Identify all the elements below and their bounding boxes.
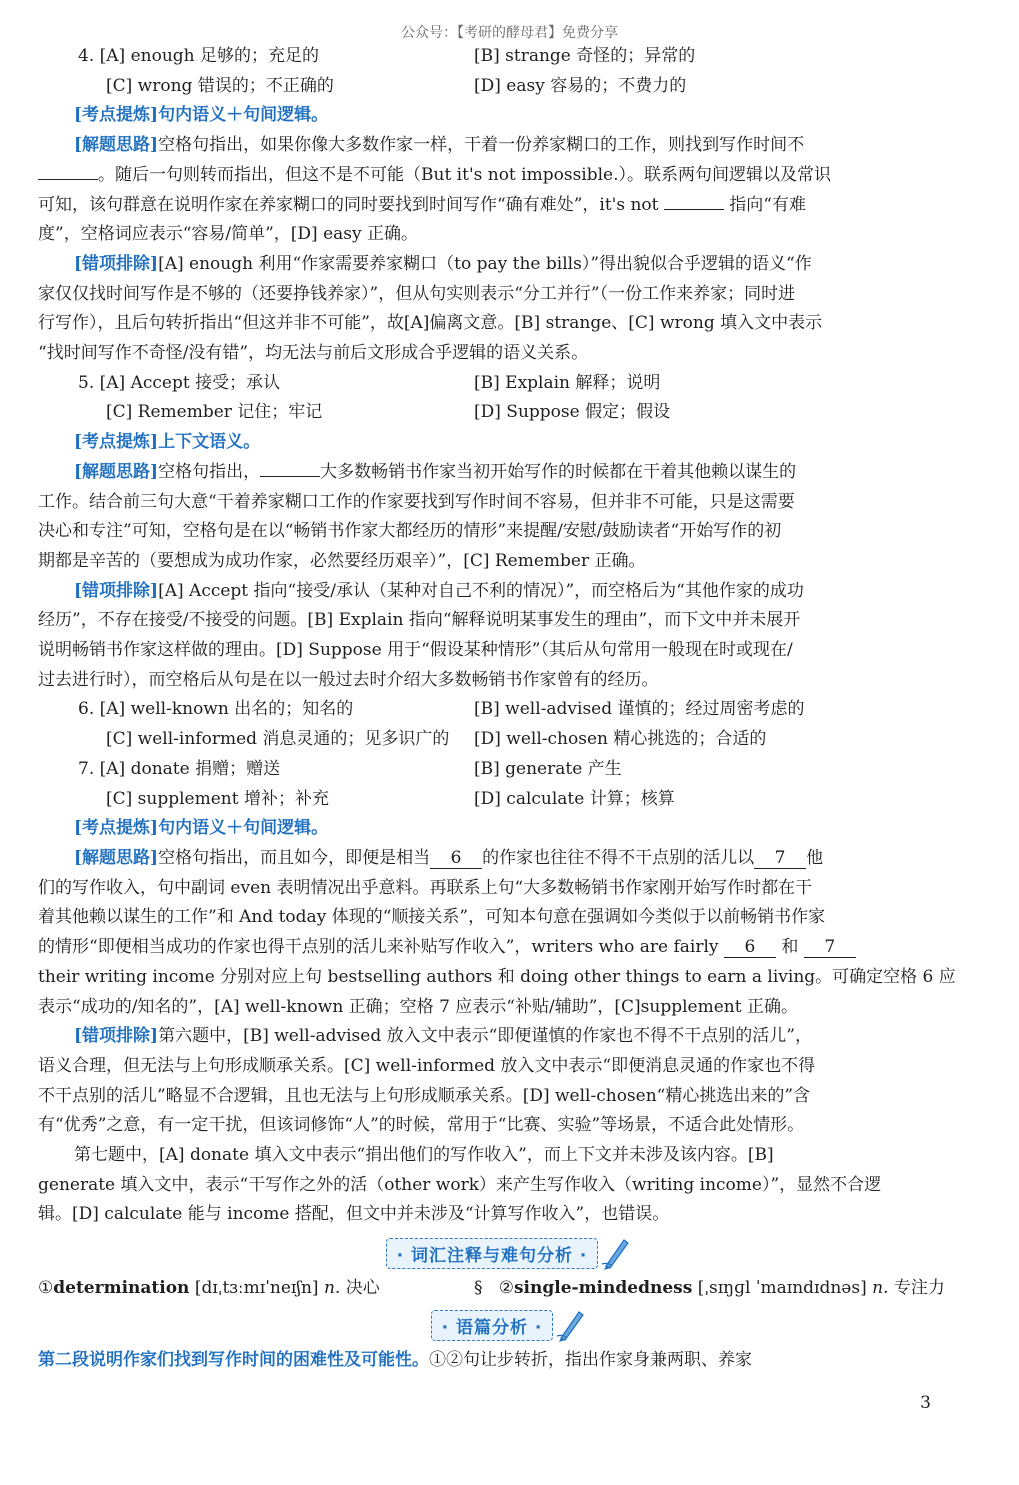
paragraph-line: 决心和专注”可知，空格句是在以“畅销书作家大都经历的情形”来提醒/安慰/鼓励读者“开始写作的初 — [38, 521, 782, 542]
answer-blank-6: 6 — [430, 848, 482, 869]
kaodian-line — [38, 814, 980, 844]
option-c: [C] wrong 错误的；不正确的 — [106, 75, 334, 96]
answer-blank — [38, 179, 98, 180]
kaodian-line — [38, 101, 980, 131]
section-vocab-title: · 词汇注释与难句分析 · — [386, 1238, 599, 1269]
paragraph-text: 他 — [806, 847, 824, 868]
kaodian-tag: [考点提炼] — [74, 432, 159, 453]
q6-options-row2 — [38, 725, 980, 755]
paragraph-text: 空格句指出，如果你像大多数作家一样，干着一份养家糊口的工作，则找到写作时间不 — [158, 135, 805, 156]
option-d: [D] calculate 计算；核算 — [474, 788, 675, 809]
paragraph-text: 第六题中，[B] well-advised 放入文中表示“即便谨慎的作家也不得不干点别的活儿”， — [158, 1026, 812, 1047]
paragraph-line: 期都是辛苦的（要想成为成功作家，必然要经历艰辛）”，[C] Remember 正确。 — [38, 550, 646, 571]
paragraph-text: 空格句指出， — [158, 461, 261, 482]
paragraph-text: 的作家也往往不得不干点别的活儿以 — [482, 847, 755, 868]
vocab-word: determination — [53, 1278, 190, 1299]
question-number: 4. — [78, 46, 95, 66]
option-d: [D] well-chosen 精心挑选的；合适的 — [474, 729, 767, 750]
paragraph-line — [38, 161, 980, 191]
cuoxiang-tag: [错项排除] — [74, 253, 159, 274]
vocab-pos: n. — [323, 1278, 341, 1299]
paragraph-line: 表示“成功的/知名的”，[A] well-known 正确；空格 7 应表示“补贴/辅助”，[C]supplement 正确。 — [38, 996, 798, 1017]
cuoxiang-line — [38, 1022, 980, 1052]
paragraph-text: 指向“有难 — [729, 194, 806, 215]
answer-blank-6: 6 — [724, 937, 776, 958]
option-c: [C] well-informed 消息灵通的；见多识广的 — [106, 729, 450, 750]
option-b: [B] Explain 解释；说明 — [474, 372, 661, 393]
paragraph-line — [38, 933, 980, 963]
jieti-line — [38, 131, 980, 161]
paragraph-text: 可知，该句群意在说明作家在养家糊口的同时要找到时间写作“确有难处”，it's not — [38, 194, 659, 215]
page-content — [38, 42, 980, 1376]
answer-blank-7: 7 — [804, 937, 856, 958]
option-c: [C] supplement 增补；补充 — [106, 788, 329, 809]
cuoxiang-tag: [错项排除] — [74, 580, 159, 601]
paragraph-line: 有“优秀”之意，有一定干扰，但该词修饰“人”的时候，常用于“比赛、实验”等场景，不适合此处情形。 — [38, 1115, 805, 1136]
paragraph-line: 行写作），且后句转折指出“但这并非不可能”，故[A]偏离文意。[B] strange、[C] wrong 填入文中表示 — [38, 313, 823, 334]
paragraph-line: 工作。结合前三句大意“干着养家糊口工作的作家要找到写作时间不容易，但并非不可能，只是这需要 — [38, 491, 795, 512]
section-discourse-header — [38, 1308, 980, 1342]
jieti-line — [38, 458, 980, 488]
paragraph-line: 过去进行时），而空格后从句是在以一般过去时介绍大多数畅销书作家曾有的经历。 — [38, 669, 659, 690]
kaodian-text: 上下文语义。 — [158, 432, 261, 453]
pen-icon — [600, 1236, 632, 1270]
paragraph-line: 辑。[D] calculate 能与 income 搭配，但文中并未涉及“计算写作收入”，也错误。 — [38, 1204, 670, 1225]
page-number: 3 — [920, 1393, 931, 1413]
watermark: 公众号：【考研的酵母君】免费分享 — [401, 25, 618, 41]
q7-options-row2 — [38, 785, 980, 815]
jieti-tag: [解题思路] — [74, 135, 159, 156]
q7-options-row1 — [38, 755, 980, 785]
paragraph-line: 第七题中，[A] donate 填入文中表示“捐出他们的写作收入”，而上下文并未涉及该内容。[B] — [74, 1145, 774, 1166]
pen-icon — [555, 1308, 587, 1342]
vocab-number: ② — [498, 1278, 514, 1299]
answer-blank-7: 7 — [754, 848, 806, 869]
kaodian-text: 句内语义＋句间逻辑。 — [158, 818, 329, 839]
paragraph-text: 的情形“即便相当成功的作家也得干点别的活儿来补贴写作收入”，writers who are fairly — [38, 937, 719, 958]
option-c: [C] Remember 记住；牢记 — [106, 402, 323, 423]
question-number: 6. — [78, 699, 95, 720]
vocab-item-1 — [38, 1274, 474, 1302]
question-number: 5. — [78, 372, 95, 393]
option-b: [B] strange 奇怪的；异常的 — [474, 46, 696, 66]
paragraph-text: [A] Accept 指向“接受/承认（某种对自己不利的情况）”，而空格后为“其他作家的成功 — [158, 580, 804, 601]
divider-icon: § — [474, 1278, 483, 1299]
kaodian-line — [38, 428, 980, 458]
paragraph-line: 家仅仅找时间写作是不够的（还要挣钱养家）”，但从句实则表示“分工并行”（一份工作来养家；同时进 — [38, 283, 796, 304]
paragraph-line — [38, 191, 980, 221]
discourse-line — [38, 1346, 980, 1376]
q5-options-row1 — [38, 369, 980, 399]
answer-blank — [260, 476, 320, 477]
vocab-number: ① — [38, 1278, 54, 1299]
vocab-word: single-mindedness — [513, 1278, 693, 1299]
cuoxiang-tag: [错项排除] — [74, 1026, 159, 1047]
vocab-def: 专注力 — [893, 1278, 945, 1299]
option-a: [A] Accept 接受；承认 — [99, 372, 281, 393]
discourse-text: ①②句让步转折，指出作家身兼两职、养家 — [429, 1350, 752, 1371]
q4-options-row2 — [38, 72, 980, 102]
q6-options-row1 — [38, 695, 980, 725]
vocab-item-2 — [474, 1274, 945, 1302]
jieti-line — [38, 844, 980, 874]
paragraph-line: their writing income 分别对应上句 bestselling authors 和 doing other things to earn a living。可确定空格 6 应 — [38, 966, 956, 987]
jieti-tag: [解题思路] — [74, 847, 159, 868]
cuoxiang-line — [38, 250, 980, 280]
vocab-ipa: [ˌsɪŋɡl ˈmaɪndɪdnəs] — [697, 1278, 867, 1299]
discourse-summary: 第二段说明作家们找到写作时间的困难性及可能性。 — [38, 1350, 429, 1371]
option-b: [B] generate 产生 — [474, 758, 622, 779]
paragraph-line: 语义合理，但无法与上句形成顺承关系。[C] well-informed 放入文中表示“即便消息灵通的作家也不得 — [38, 1055, 816, 1076]
paragraph-text: 大多数畅销书作家当初开始写作的时候都在干着其他赖以谋生的 — [320, 461, 797, 482]
section-vocab-header — [38, 1236, 980, 1270]
paragraph-line: generate 填入文中，表示“干写作之外的活（other work）来产生写作收入（writing income）”，显然不合逻 — [38, 1174, 882, 1195]
paragraph-line: 经历”，不存在接受/不接受的问题。[B] Explain 指向“解释说明某事发生的理由”，而下文中并未展开 — [38, 610, 801, 631]
kaodian-tag: [考点提炼] — [74, 105, 159, 126]
kaodian-tag: [考点提炼] — [74, 818, 159, 839]
option-d: [D] easy 容易的；不费力的 — [474, 75, 687, 96]
paragraph-text: 和 — [781, 937, 799, 958]
cuoxiang-line — [38, 577, 980, 607]
paragraph-line: 说明畅销书作家这样做的理由。[D] Suppose 用于“假设某种情形”（其后从句常用一般现在时或现在/ — [38, 640, 793, 661]
question-number: 7. — [78, 758, 95, 779]
paragraph-text: 。随后一句则转而指出，但这不是不可能（But it's not impossible.）。联系两句间逻辑以及常识 — [98, 164, 832, 185]
paragraph-line: 度”，空格词应表示“容易/简单”，[D] easy 正确。 — [38, 224, 419, 245]
vocab-row — [38, 1274, 980, 1302]
option-b: [B] well-advised 谨慎的；经过周密考虑的 — [474, 699, 805, 720]
section-discourse-title: · 语篇分析 · — [431, 1310, 554, 1341]
option-d: [D] Suppose 假定；假设 — [474, 402, 671, 423]
paragraph-line: 们的写作收入，句中副词 even 表明情况出乎意料。再联系上句“大多数畅销书作家刚开始写作时都在干 — [38, 877, 813, 898]
option-a: [A] enough 足够的；充足的 — [99, 46, 320, 66]
jieti-tag: [解题思路] — [74, 461, 159, 482]
option-a: [A] well-known 出名的；知名的 — [99, 699, 354, 720]
answer-blank — [664, 209, 724, 210]
paragraph-line: 着其他赖以谋生的工作”和 And today 体现的“顺接关系”，可知本句意在强调如今类似于以前畅销书作家 — [38, 907, 826, 928]
paragraph-text: [A] enough 利用“作家需要养家糊口（to pay the bills）”得出貌似合乎逻辑的语义“作 — [158, 253, 812, 274]
paragraph-text: 空格句指出，而且如今，即便是相当 — [158, 847, 431, 868]
vocab-ipa: [dɪˌtɜːmɪˈneɪʃn] — [194, 1278, 319, 1299]
paragraph-line: “找时间写作不奇怪/没有错”，均无法与前后文形成合乎逻辑的语义关系。 — [38, 343, 589, 364]
vocab-def: 决心 — [345, 1278, 380, 1299]
paragraph-line: 不干点别的活儿”略显不合逻辑，且也无法与上句形成顺承关系。[D] well-chosen“精心挑选出来的”含 — [38, 1085, 811, 1106]
kaodian-text: 句内语义＋句间逻辑。 — [158, 105, 329, 126]
vocab-pos: n. — [872, 1278, 889, 1299]
q5-options-row2 — [38, 398, 980, 428]
q4-options-row1 — [38, 42, 980, 72]
option-a: [A] donate 捐赠；赠送 — [99, 758, 281, 779]
